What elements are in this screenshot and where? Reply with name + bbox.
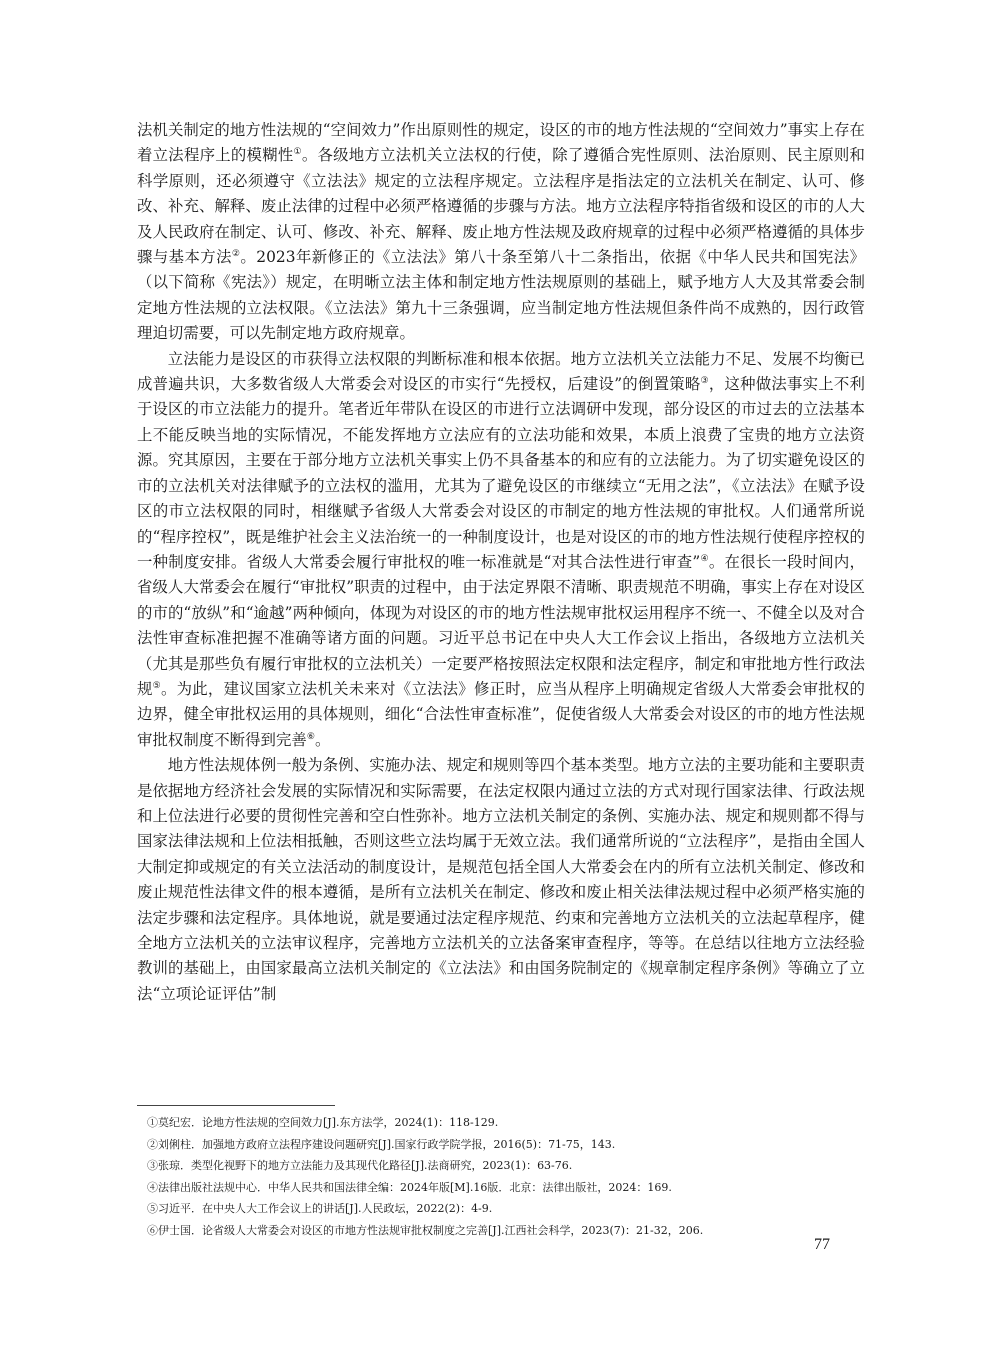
footnote-ref[interactable]: ④ bbox=[700, 553, 709, 564]
footnote-item: ②刘俐柱．加强地方政府立法程序建设问题研究[J].国家行政学院学报，2016(5)：71-75，143. bbox=[147, 1137, 616, 1151]
paragraph bbox=[137, 118, 865, 347]
paragraph-text: 。各级地方立法机关立法权的行使，除了遵循合宪性原则、法治原则、民主原则和科学原则，还必须遵守《立法法》规定的立法程序规定。立法程序是指法定的立法机关在制定、认可、修改、补充、解释、废止法律的过程中必须严格遵循的步骤与方法。地方立法程序特指省级和设区的市的人大及人民政府在制定、认可、修改、补充、解释、废止地方性法规及政府规章的过程中必须严格遵循的具体步骤与基本方法 bbox=[137, 146, 865, 267]
footnote-item: ⑥伊士国．论省级人大常委会对设区的市地方性法规审批权制度之完善[J].江西社会科学，2023(7)：21-32，206. bbox=[147, 1223, 704, 1237]
paragraph-text: 地方性法规体例一般为条例、实施办法、规定和规则等四个基本类型。地方立法的主要功能和主要职责是依据地方经济社会发展的实际情况和实际需要，在法定权限内通过立法的方式对现行国家法律、行政法规和上位法进行必要的贯彻性完善和空白性弥补。地方立法机关制定的条例、实施办法、规定和规则都不得与国家法律法规和上位法相抵触，否则这些立法均属于无效立法。我们通常所说的“立法程序”，是指由全国人大制定抑或规定的有关立法活动的制度设计，是规范包括全国人大常委会在内的所有立法机关制定、修改和废止规范性法律文件的根本遵循，是所有立法机关在制定、修改和废止相关法律法规过程中必须严格实施的法定步骤和法定程序。具体地说，就是要通过法定程序规范、约束和完善地方立法机关的立法起草程序，健全地方立法机关的立法审议程序，完善地方立法机关的立法备案审查程序，等等。在总结以往地方立法经验教训的基础上，由国家最高立法机关制定的《立法法》和由国务院制定的《规章制定程序条例》等确立了立法“立项论证评估”制 bbox=[137, 756, 865, 1003]
paragraph-text: ，这种做法事实上不利于设区的市立法能力的提升。笔者近年带队在设区的市进行立法调研中发现，部分设区的市过去的立法基本上不能反映当地的实际情况，不能发挥地方立法应有的立法功能和效果，本质上浪费了宝贵的地方立法资源。究其原因，主要在于部分地方立法机关事实上仍不具备基本的和应有的立法能力。为了切实避免设区的市的立法机关对法律赋予的立法权的滥用，尤其为了避免设区的市继续立“无用之法”，《立法法》在赋予设区的市立法权限的同时，相继赋予省级人大常委会对设区的市制定的地方性法规的审批权。人们通常所说的“程序控权”，既是维护社会主义法治统一的一种制度设计，也是对设区的市的地方性法规行使程序控权的一种制度安排。省级人大常委会履行审批权的唯一标准就是“对其合法性进行审查” bbox=[137, 375, 865, 571]
paragraph-text: 。 bbox=[314, 730, 331, 749]
page-number: 77 bbox=[814, 1236, 830, 1253]
paragraph-text: 立法能力是设区的市获得立法权限的判断标准和根本依据。地方立法机关立法能力不足、发展不均衡已成普遍共识，大多数省级人大常委会对设区的市实行“先授权，后建设”的倒置策略 bbox=[137, 349, 865, 394]
footnote-ref[interactable]: ① bbox=[293, 147, 302, 158]
footnotes bbox=[147, 1112, 865, 1242]
footnote-item: ⑤习近平．在中央人大工作会议上的讲话[J].人民政坛，2022(2)：4-9. bbox=[147, 1202, 493, 1216]
footnote-ref[interactable]: ③ bbox=[700, 376, 709, 387]
footnote-item: ①莫纪宏．论地方性法规的空间效力[J].东方法学，2024(1)：118-129. bbox=[147, 1116, 499, 1129]
paragraph-text: 法机关制定的地方性法规的“空间效力”作出原则性的规定，设区的市的地方性法规的“空间效力”事实上存在着立法程序上的模糊性 bbox=[137, 121, 865, 165]
paragraph-text: 。2023年新修正的《立法法》第八十条至第八十二条指出，依据《中华人民共和国宪法》（以下简称《宪法》）规定，在明晰立法主体和制定地方性法规原则的基础上，赋予地方人大及其常委会制定地方性法规的立法权限。《立法法》第九十三条强调，应当制定地方性法规但条件尚不成熟的，因行政管理迫切需要，可以先制定地方政府规章。 bbox=[137, 248, 865, 343]
paragraph bbox=[137, 753, 865, 1007]
footnote-ref[interactable]: ② bbox=[231, 249, 241, 260]
footnote-ref[interactable]: ⑤ bbox=[152, 680, 161, 691]
body-text bbox=[137, 118, 865, 1007]
paragraph bbox=[137, 347, 865, 754]
footnote-item: ③张琼．类型化视野下的地方立法能力及其现代化路径[J].法商研究，2023(1)：63-76. bbox=[147, 1159, 573, 1173]
footnote-item: ④法律出版社法规中心．中华人民共和国法律全编：2024年版[M].16版．北京：法律出版社，2024：169. bbox=[147, 1180, 672, 1194]
footnote-divider bbox=[137, 1105, 335, 1106]
paragraph-text: 。在很长一段时间内，省级人大常委会在履行“审批权”职责的过程中，由于法定界限不清晰、职责规范不明确，事实上存在对设区的市的“放纵”和“逾越”两种倾向，体现为对设区的市的地方性法规审批权运用程序不统一、不健全以及对合法性审查标准把握不准确等诸方面的问题。习近平总书记在中央人大工作会议上指出，各级地方立法机关（尤其是那些负有履行审批权的立法机关）一定要严格按照法定权限和法定程序，制定和审批地方性行政法规 bbox=[137, 552, 865, 698]
paragraph-text: 。为此，建议国家立法机关未来对《立法法》修正时，应当从程序上明确规定省级人大常委会审批权的边界，健全审批权运用的具体规则，细化“合法性审查标准”，促使省级人大常委会对设区的市的地方性法规审批权制度不断得到完善 bbox=[137, 679, 865, 749]
footnote-ref[interactable]: ⑥ bbox=[306, 731, 315, 742]
